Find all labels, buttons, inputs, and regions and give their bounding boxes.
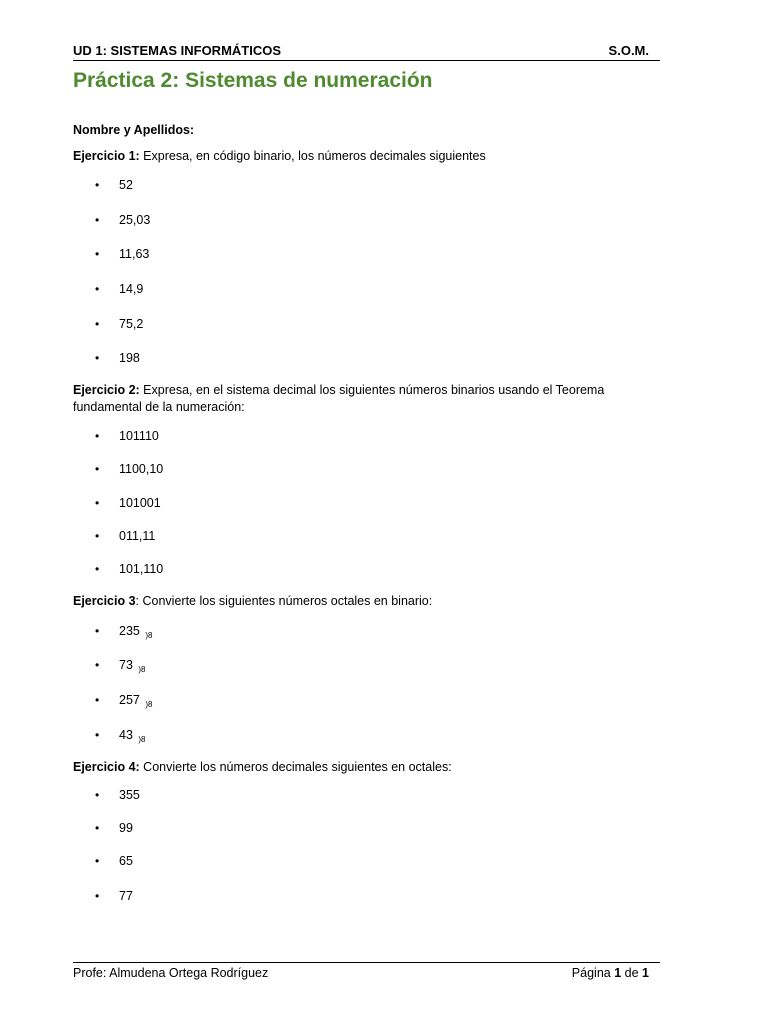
list-item: • 43 $_{)8}$ bbox=[95, 728, 146, 744]
exercise-2-statement: Ejercicio 2: Expresa, en el sistema decimal los siguientes números binarios usando el Teorema fundamental de la numeración: bbox=[73, 383, 605, 414]
exercise-4-statement: Ejercicio 4: Convierte los números decimales siguientes en octales: bbox=[73, 760, 452, 774]
list-item: • 1100,10 bbox=[95, 462, 164, 476]
list-item: • 25,03 bbox=[95, 213, 151, 227]
bullet-icon: • bbox=[95, 429, 100, 443]
bullet-icon: • bbox=[95, 889, 100, 903]
list-item: • 101110 bbox=[95, 429, 159, 443]
list-item: • 77 bbox=[95, 889, 133, 903]
list-item: • 14,9 bbox=[95, 282, 144, 296]
list-item: • 73 $_{)8}$ bbox=[95, 658, 146, 674]
header-unit-title: UD 1: SISTEMAS INFORMÁTICOS bbox=[73, 43, 282, 58]
bullet-icon: • bbox=[95, 562, 100, 576]
octal-subscript: )8 bbox=[145, 631, 153, 640]
octal-subscript: )8 bbox=[138, 735, 146, 744]
footer-author: Profe: Almudena Ortega Rodríguez bbox=[73, 966, 269, 980]
bullet-icon: • bbox=[95, 658, 100, 672]
bullet-icon: • bbox=[95, 529, 100, 543]
page-header bbox=[73, 42, 660, 61]
page-footer bbox=[73, 962, 660, 981]
bullet-icon: • bbox=[95, 854, 100, 868]
bullet-icon: • bbox=[95, 247, 100, 261]
exercise-2-label: Ejercicio 2: bbox=[73, 383, 140, 397]
exercise-3-statement: Ejercicio 3: Convierte los siguientes números octales en binario: bbox=[73, 594, 433, 608]
octal-subscript: )8 bbox=[138, 665, 146, 674]
list-item: • 198 bbox=[95, 351, 140, 365]
list-item: • 011,11 bbox=[95, 529, 156, 543]
page-title: Práctica 2: Sistemas de numeración bbox=[73, 69, 433, 92]
list-item: • 355 bbox=[95, 788, 140, 802]
list-item: • 257 $_{)8}$ bbox=[95, 693, 153, 709]
exercise-1-statement: Ejercicio 1: Expresa, en código binario, los números decimales siguientes bbox=[73, 149, 486, 163]
bullet-icon: • bbox=[95, 788, 100, 802]
bullet-icon: • bbox=[95, 282, 100, 296]
list-item: • 235 $_{)8}$ bbox=[95, 624, 153, 640]
bullet-icon: • bbox=[95, 496, 100, 510]
bullet-icon: • bbox=[95, 462, 100, 476]
footer-page-number: Página 1 de 1 bbox=[571, 966, 649, 980]
exercise-4-label: Ejercicio 4: bbox=[73, 760, 140, 774]
bullet-icon: • bbox=[95, 728, 100, 742]
list-item: • 99 bbox=[95, 821, 133, 835]
list-item: • 75,2 bbox=[95, 317, 144, 331]
list-item: • 101001 bbox=[95, 496, 161, 510]
bullet-icon: • bbox=[95, 213, 100, 227]
bullet-icon: • bbox=[95, 624, 100, 638]
bullet-icon: • bbox=[95, 351, 100, 365]
octal-subscript: )8 bbox=[145, 700, 153, 709]
list-item: • 52 bbox=[95, 178, 133, 192]
exercise-3-label: Ejercicio 3 bbox=[73, 594, 136, 608]
name-field-label: Nombre y Apellidos: bbox=[73, 123, 195, 137]
header-course-code: S.O.M. bbox=[608, 43, 649, 58]
list-item: • 11,63 bbox=[95, 247, 150, 261]
bullet-icon: • bbox=[95, 821, 100, 835]
bullet-icon: • bbox=[95, 693, 100, 707]
list-item: • 101,110 bbox=[95, 562, 164, 576]
bullet-icon: • bbox=[95, 317, 100, 331]
list-item: • 65 bbox=[95, 854, 133, 868]
exercise-1-label: Ejercicio 1: bbox=[73, 149, 140, 163]
bullet-icon: • bbox=[95, 178, 100, 192]
